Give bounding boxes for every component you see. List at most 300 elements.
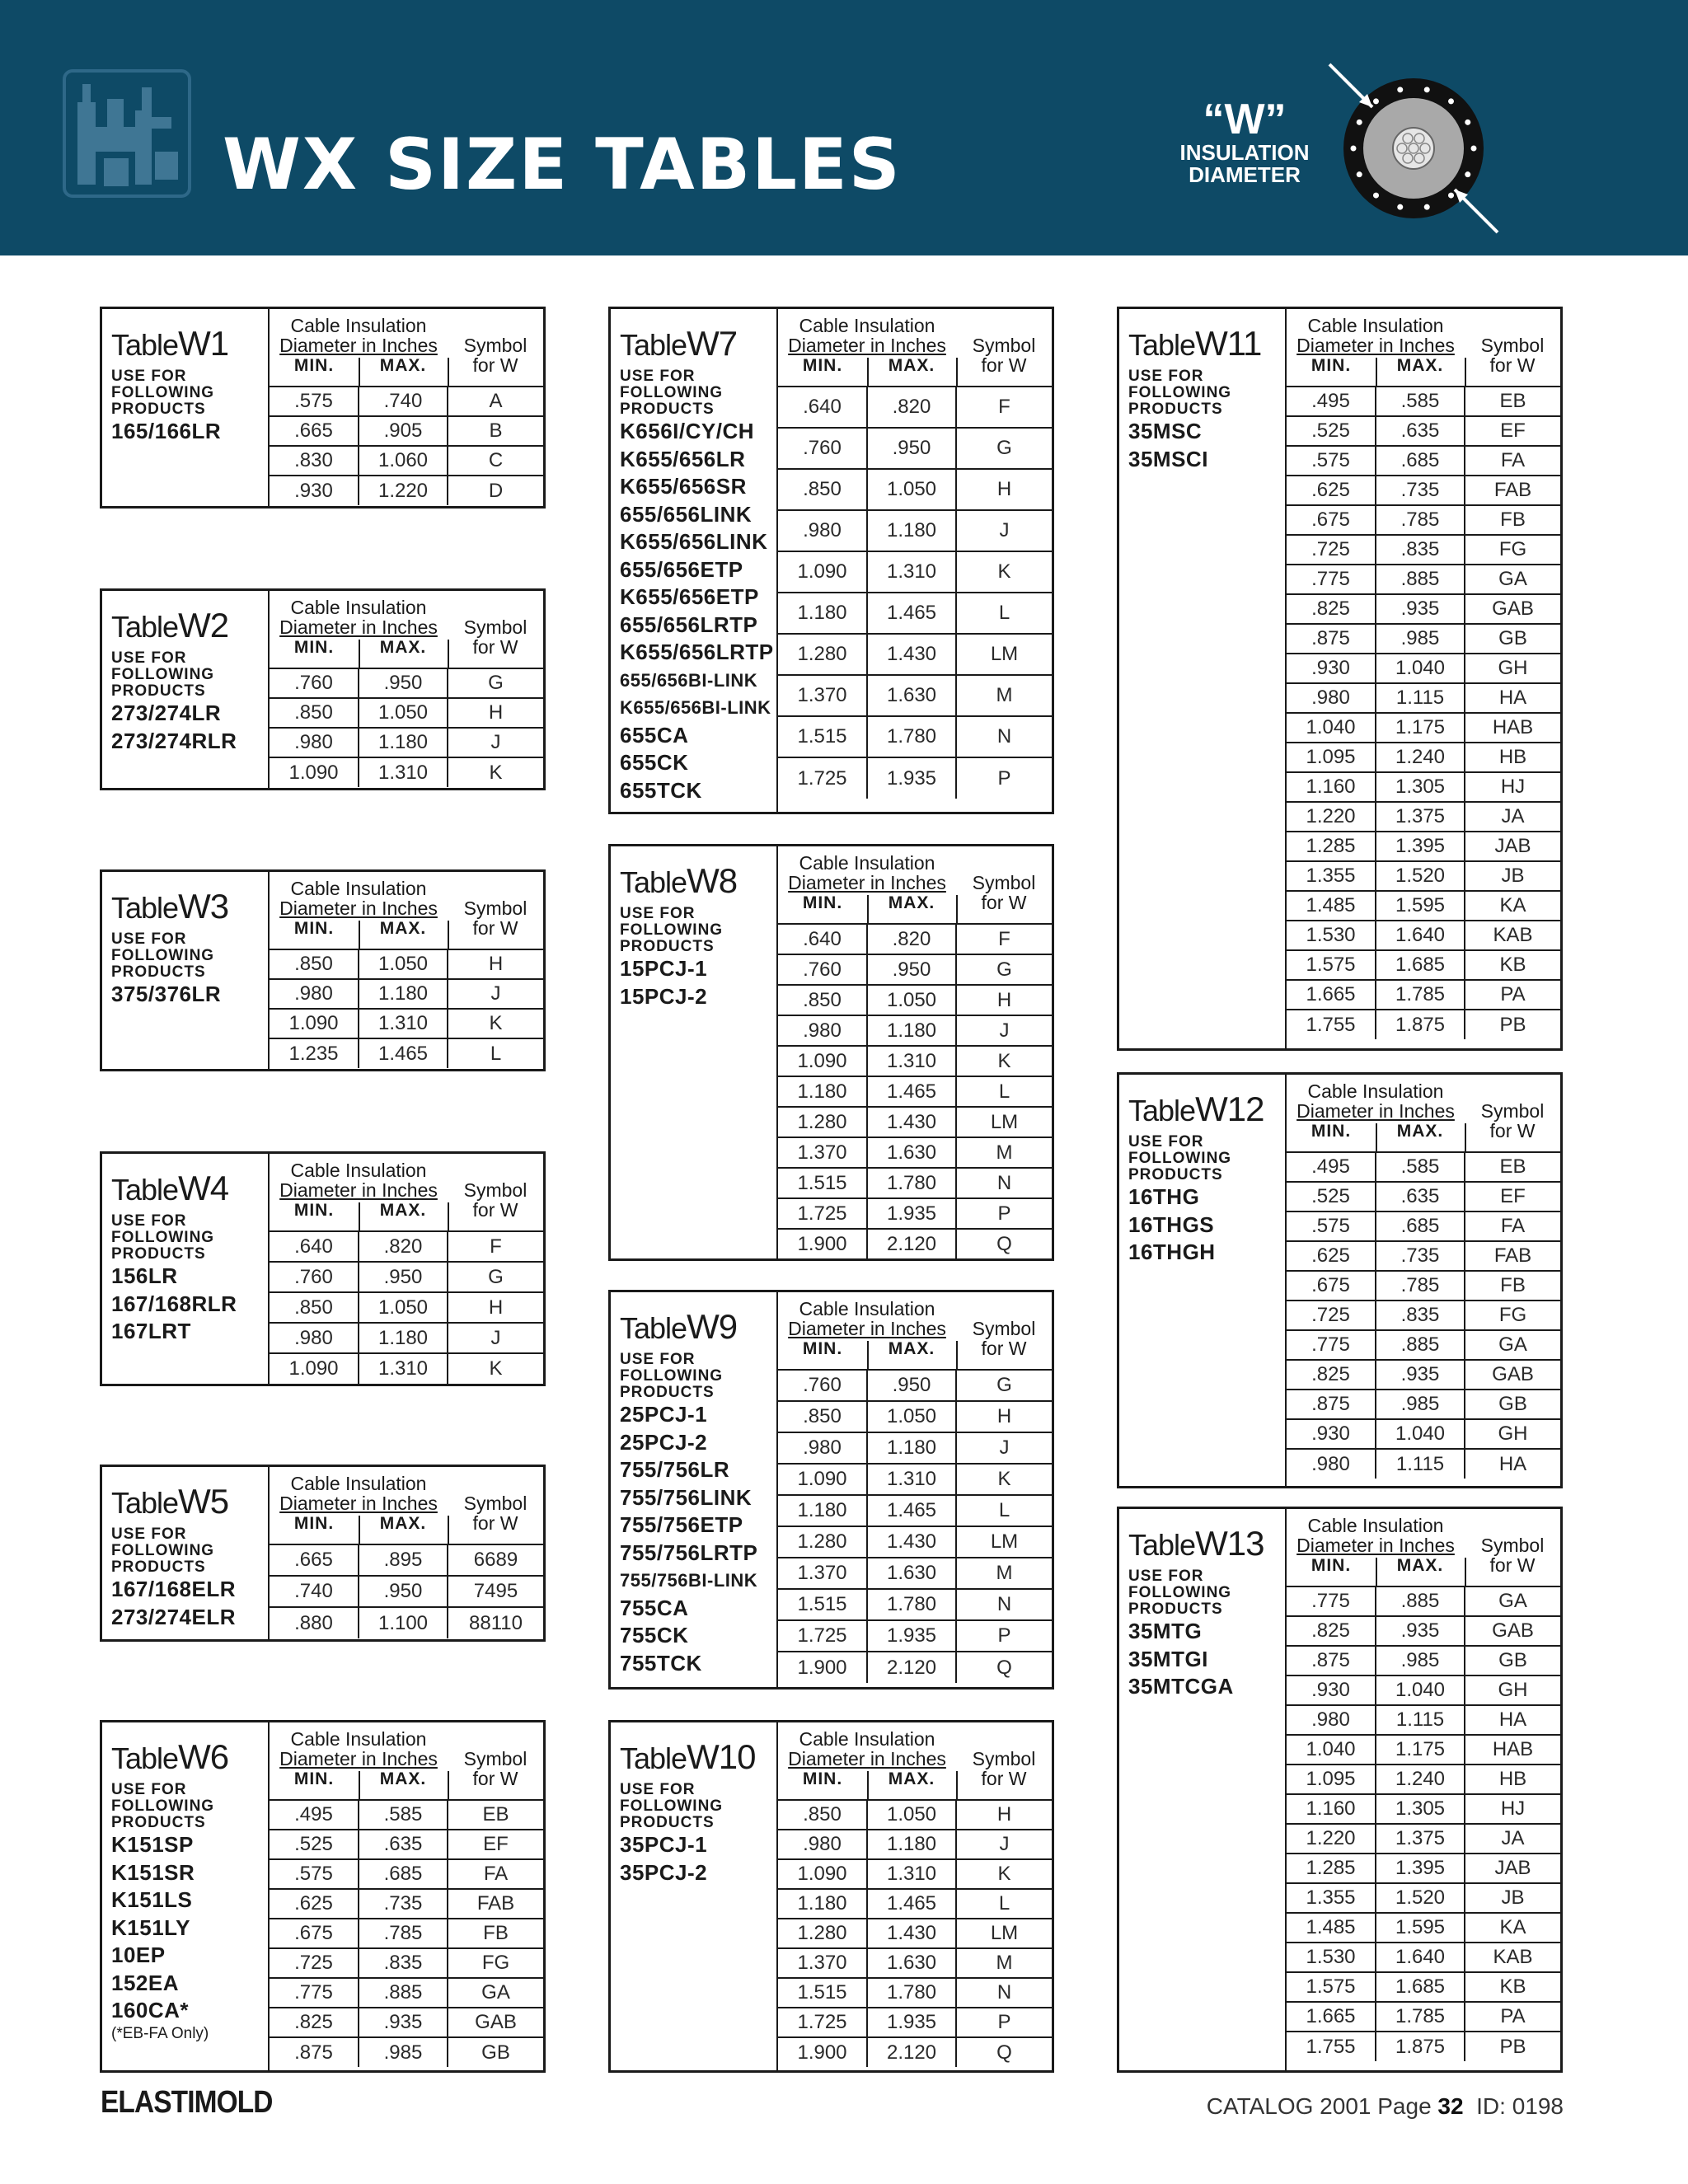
table-row <box>778 954 1052 985</box>
max-cell: .895 <box>359 1544 448 1576</box>
table-row <box>778 2037 1052 2067</box>
symbol-cell: M <box>956 1137 1052 1168</box>
header-max: MAX. <box>1396 1122 1444 1141</box>
table-row <box>1287 1419 1560 1449</box>
symbol-cell: FAB <box>1465 476 1560 505</box>
symbol-cell: JB <box>1465 861 1560 891</box>
header-max: MAX. <box>888 893 935 912</box>
footer-page-number: 32 <box>1437 2093 1464 2119</box>
max-cell: 1.050 <box>867 1401 956 1432</box>
table-row <box>778 1495 1052 1526</box>
header-max: MAX. <box>1396 356 1444 375</box>
min-cell: 1.235 <box>270 1038 359 1068</box>
symbol-cell: PA <box>1465 2002 1560 2032</box>
product-note: (*EB-FA Only) <box>111 2024 209 2042</box>
product-name: 25PCJ-1 <box>620 1402 708 1427</box>
product-name: 156LR <box>111 1263 178 1288</box>
symbol-cell: FA <box>1465 1212 1560 1241</box>
min-cell: .980 <box>778 510 867 551</box>
max-cell: 1.180 <box>867 1015 956 1046</box>
table-row <box>1287 1854 1560 1883</box>
header-cable-insulation: Cable Insulation Diameter in Inches <box>788 1298 946 1339</box>
table-row <box>778 1978 1052 2008</box>
max-cell: 1.595 <box>1376 1913 1465 1943</box>
header-divider <box>448 1771 449 1799</box>
min-cell: .760 <box>270 1262 359 1292</box>
size-table-w11 <box>1117 307 1563 1051</box>
max-cell: 1.305 <box>1376 1794 1465 1824</box>
symbol-cell: GAB <box>1465 594 1560 624</box>
symbol-cell: PB <box>1465 2032 1560 2061</box>
symbol-cell: HA <box>1465 1449 1560 1479</box>
header-cable-insulation: Cable Insulation Diameter in Inches <box>788 852 946 893</box>
table-row <box>270 1262 543 1292</box>
max-cell: 1.430 <box>867 1526 956 1558</box>
min-cell: .980 <box>270 1323 359 1353</box>
neutral-wire-dot <box>1357 120 1362 125</box>
min-cell: .495 <box>1287 387 1376 416</box>
neutral-wire-dot <box>1397 87 1403 92</box>
table-row <box>270 668 543 698</box>
min-cell: .930 <box>270 476 359 505</box>
max-cell: 1.780 <box>867 716 956 757</box>
table-name: TableW9 <box>620 1307 738 1346</box>
max-cell: .935 <box>1376 1360 1465 1390</box>
max-cell: 1.630 <box>867 1558 956 1589</box>
use-for-label: USE FOR FOLLOWING PRODUCTS <box>1128 368 1232 418</box>
neutral-wire-dot <box>1373 193 1379 199</box>
min-cell: .850 <box>778 469 867 510</box>
max-cell: .905 <box>359 416 448 446</box>
table-row <box>778 2008 1052 2037</box>
min-cell: .825 <box>1287 1616 1376 1646</box>
symbol-cell: FA <box>448 1859 543 1889</box>
min-cell: 1.280 <box>778 634 867 675</box>
min-cell: 1.515 <box>778 1978 867 2008</box>
table-row <box>1287 2002 1560 2032</box>
max-cell: 1.050 <box>867 985 956 1015</box>
size-table-w9 <box>608 1290 1054 1690</box>
min-cell: .725 <box>270 1948 359 1978</box>
min-cell: .930 <box>1287 1675 1376 1705</box>
min-cell: 1.575 <box>1287 1972 1376 2002</box>
table-row <box>778 1076 1052 1107</box>
max-cell: 1.935 <box>867 1620 956 1652</box>
product-name: 35PCJ-2 <box>620 1859 708 1885</box>
table-values-panel <box>1287 1509 1560 2070</box>
min-cell: 1.515 <box>778 716 867 757</box>
table-row <box>270 2008 543 2037</box>
min-cell: .930 <box>1287 1419 1376 1449</box>
table-row <box>778 1859 1052 1889</box>
header-min: MIN. <box>802 1769 843 1788</box>
product-name: 16THG <box>1128 1184 1200 1209</box>
max-cell: 1.180 <box>359 728 448 757</box>
size-rows <box>778 386 1052 799</box>
table-row <box>1287 1943 1560 1972</box>
table-row <box>778 1620 1052 1652</box>
min-cell: 1.755 <box>1287 2032 1376 2061</box>
symbol-cell: FAB <box>448 1889 543 1919</box>
max-cell: .735 <box>1376 476 1465 505</box>
symbol-cell: Q <box>956 1652 1052 1683</box>
table-row <box>270 1292 543 1323</box>
use-for-label: USE FOR FOLLOWING PRODUCTS <box>620 368 724 418</box>
min-cell: .675 <box>1287 505 1376 535</box>
table-values-panel <box>778 846 1052 1258</box>
header-max: MAX. <box>379 1769 427 1788</box>
symbol-cell: P <box>956 2008 1052 2037</box>
product-name: 35MTCGA <box>1128 1674 1234 1699</box>
min-cell: 1.725 <box>778 2008 867 2037</box>
table-row <box>1287 446 1560 476</box>
min-cell: 1.355 <box>1287 861 1376 891</box>
header-min: MIN. <box>802 1339 843 1358</box>
symbol-cell: HB <box>1465 743 1560 772</box>
min-cell: 1.515 <box>778 1589 867 1620</box>
symbol-cell: J <box>448 979 543 1009</box>
symbol-cell: L <box>448 1038 543 1068</box>
min-cell: .495 <box>270 1800 359 1830</box>
symbol-cell: GH <box>1465 654 1560 683</box>
min-cell: 1.370 <box>778 1137 867 1168</box>
max-cell: 1.050 <box>359 949 448 979</box>
symbol-cell: K <box>448 757 543 787</box>
min-cell: 1.090 <box>270 757 359 787</box>
product-name: 375/376LR <box>111 982 222 1006</box>
min-cell: .675 <box>1287 1271 1376 1301</box>
table-row <box>1287 2032 1560 2061</box>
header-cable-insulation: Cable Insulation Diameter in Inches <box>279 597 438 638</box>
header-divider <box>359 640 360 668</box>
max-cell: .835 <box>1376 535 1465 565</box>
symbol-cell: L <box>956 593 1052 634</box>
use-for-label: USE FOR FOLLOWING PRODUCTS <box>1128 1133 1232 1183</box>
use-for-label: USE FOR FOLLOWING PRODUCTS <box>111 1781 215 1831</box>
min-cell: 1.090 <box>270 1353 359 1384</box>
table-values-panel <box>1287 309 1560 1048</box>
min-cell: 1.355 <box>1287 1883 1376 1913</box>
max-cell: 2.120 <box>867 1229 956 1259</box>
header-symbol: Symbol for W <box>972 1318 1036 1359</box>
size-table-w8 <box>608 844 1054 1261</box>
product-name: K655/656LINK <box>620 529 768 554</box>
symbol-cell: PA <box>1465 980 1560 1010</box>
table-row <box>778 551 1052 593</box>
table-row <box>1287 416 1560 446</box>
min-cell: .725 <box>1287 535 1376 565</box>
max-cell: .785 <box>1376 505 1465 535</box>
min-cell: .760 <box>778 428 867 469</box>
max-cell: 1.395 <box>1376 832 1465 861</box>
table-row <box>270 1607 543 1638</box>
table-products-panel <box>102 1722 270 2070</box>
max-cell: .835 <box>359 1948 448 1978</box>
max-cell: 2.120 <box>867 1652 956 1683</box>
header-symbol: Symbol for W <box>1480 335 1545 376</box>
product-name: K655/656BI-LINK <box>620 697 771 718</box>
table-row <box>778 593 1052 634</box>
symbol-cell: FG <box>448 1948 543 1978</box>
table-row <box>778 1046 1052 1076</box>
table-name: TableW2 <box>111 606 229 644</box>
table-products-panel <box>1119 309 1287 1048</box>
max-cell: 1.375 <box>1376 802 1465 832</box>
header-min: MIN. <box>293 919 335 938</box>
symbol-cell: Q <box>956 2037 1052 2067</box>
min-cell: .575 <box>1287 446 1376 476</box>
symbol-cell: FB <box>448 1919 543 1948</box>
header-min: MIN. <box>293 638 335 657</box>
product-name: K656I/CY/CH <box>620 419 754 443</box>
symbol-cell: J <box>448 1323 543 1353</box>
header-divider <box>448 1202 449 1230</box>
table-row <box>270 1038 543 1068</box>
product-name: 15PCJ-1 <box>620 956 708 981</box>
header-divider <box>359 1771 360 1799</box>
header-max: MAX. <box>888 1339 935 1358</box>
min-cell: 1.665 <box>1287 980 1376 1010</box>
max-cell: .685 <box>1376 1212 1465 1241</box>
min-cell: .980 <box>270 728 359 757</box>
product-name: 35PCJ-1 <box>620 1832 708 1857</box>
table-row <box>270 476 543 505</box>
min-cell: 1.370 <box>778 675 867 716</box>
header-symbol: Symbol for W <box>972 1748 1036 1789</box>
size-table-w10 <box>608 1720 1054 2073</box>
symbol-cell: M <box>956 1558 1052 1589</box>
max-cell: .950 <box>359 668 448 698</box>
symbol-cell: K <box>956 1464 1052 1495</box>
max-cell: 1.595 <box>1376 891 1465 921</box>
max-cell: 1.310 <box>867 1859 956 1889</box>
table-row <box>778 1107 1052 1137</box>
symbol-cell: H <box>448 949 543 979</box>
symbol-cell: D <box>448 476 543 505</box>
table-row <box>1287 1152 1560 1182</box>
max-cell: 1.465 <box>867 1495 956 1526</box>
table-row <box>778 1168 1052 1198</box>
max-cell: 1.685 <box>1376 950 1465 980</box>
min-cell: .980 <box>778 1830 867 1859</box>
neutral-wire-dot <box>1424 204 1430 210</box>
size-rows <box>778 1369 1052 1683</box>
symbol-cell: JB <box>1465 1883 1560 1913</box>
product-name: 755TCK <box>620 1650 702 1675</box>
symbol-cell: KB <box>1465 1972 1560 2002</box>
table-values-panel <box>1287 1075 1560 1486</box>
symbol-cell: P <box>956 1620 1052 1652</box>
table-row <box>1287 1616 1560 1646</box>
min-cell: 1.090 <box>778 551 867 593</box>
header-divider <box>867 1771 869 1799</box>
table-row <box>1287 1972 1560 2002</box>
min-cell: 1.220 <box>1287 1824 1376 1854</box>
max-cell: 1.395 <box>1376 1854 1465 1883</box>
min-cell: .875 <box>1287 624 1376 654</box>
product-name: K151LY <box>111 1915 190 1940</box>
symbol-cell: FB <box>1465 505 1560 535</box>
neutral-wire-dot <box>1373 98 1379 104</box>
header-divider <box>867 1341 869 1369</box>
header-divider <box>448 921 449 949</box>
header-divider <box>448 358 449 386</box>
max-cell: 1.220 <box>359 476 448 505</box>
header-divider <box>956 895 958 923</box>
max-cell: 1.430 <box>867 634 956 675</box>
min-cell: .875 <box>1287 1646 1376 1675</box>
table-row <box>1287 772 1560 802</box>
max-cell: 1.465 <box>867 593 956 634</box>
neutral-wire-dot <box>1424 87 1430 92</box>
product-name: 167/168ELR <box>111 1577 236 1601</box>
max-cell: 1.780 <box>867 1978 956 2008</box>
symbol-cell: J <box>956 1015 1052 1046</box>
product-name: 755/756LR <box>620 1457 730 1482</box>
min-cell: .525 <box>270 1830 359 1859</box>
table-row <box>778 1137 1052 1168</box>
symbol-cell: P <box>956 757 1052 799</box>
table-products-panel <box>611 846 778 1258</box>
table-row <box>270 446 543 476</box>
header-min: MIN. <box>293 356 335 375</box>
neutral-wire-dot <box>1465 171 1470 177</box>
max-cell: .950 <box>867 1370 956 1401</box>
w-caption-line1: INSULATION <box>1179 140 1310 165</box>
max-cell: .985 <box>1376 1390 1465 1419</box>
max-cell: 1.875 <box>1376 1010 1465 1039</box>
symbol-cell: GA <box>1465 565 1560 594</box>
min-cell: .980 <box>1287 1449 1376 1479</box>
max-cell: .685 <box>1376 446 1465 476</box>
table-products-panel <box>611 1292 778 1687</box>
symbol-cell: KA <box>1465 891 1560 921</box>
min-cell: .740 <box>270 1576 359 1607</box>
table-name: TableW3 <box>111 887 229 926</box>
table-row <box>778 985 1052 1015</box>
max-cell: 1.050 <box>867 469 956 510</box>
w-diagram-caption <box>1162 97 1327 186</box>
size-table-w5 <box>100 1465 546 1642</box>
max-cell: .985 <box>1376 1646 1465 1675</box>
min-cell: 1.530 <box>1287 921 1376 950</box>
min-cell: .640 <box>270 1231 359 1262</box>
min-cell: .625 <box>270 1889 359 1919</box>
min-cell: 1.900 <box>778 1229 867 1259</box>
symbol-cell: A <box>448 387 543 416</box>
max-cell: 1.180 <box>359 1323 448 1353</box>
header-symbol: Symbol for W <box>1480 1100 1545 1141</box>
min-cell: 1.040 <box>1287 1735 1376 1765</box>
max-cell: .685 <box>359 1859 448 1889</box>
min-cell: 1.370 <box>778 1948 867 1978</box>
symbol-cell: FG <box>1465 535 1560 565</box>
product-name: 35MTG <box>1128 1619 1203 1643</box>
use-for-label: USE FOR FOLLOWING PRODUCTS <box>111 930 215 981</box>
table-products-panel <box>102 309 270 506</box>
table-row <box>778 1464 1052 1495</box>
min-cell: .930 <box>1287 654 1376 683</box>
max-cell: 1.240 <box>1376 743 1465 772</box>
table-row <box>1287 476 1560 505</box>
table-name: TableW1 <box>111 324 229 363</box>
table-row <box>270 1948 543 1978</box>
min-cell: .625 <box>1287 1241 1376 1271</box>
use-for-label: USE FOR FOLLOWING PRODUCTS <box>620 905 724 955</box>
use-for-label: USE FOR FOLLOWING PRODUCTS <box>1128 1568 1232 1618</box>
max-cell: 1.630 <box>867 1948 956 1978</box>
table-row <box>270 728 543 757</box>
header-min: MIN. <box>1311 1556 1352 1575</box>
table-row <box>270 1978 543 2008</box>
min-cell: 1.180 <box>778 593 867 634</box>
min-cell: 1.900 <box>778 1652 867 1683</box>
product-name: 655/656ETP <box>620 556 743 582</box>
table-row <box>270 2037 543 2067</box>
header-symbol: Symbol for W <box>463 1748 528 1789</box>
min-cell: .760 <box>778 1370 867 1401</box>
product-name: 755CA <box>620 1595 689 1620</box>
product-name: K151SR <box>111 1859 195 1885</box>
symbol-cell: GB <box>1465 1646 1560 1675</box>
min-cell: 1.180 <box>778 1495 867 1526</box>
symbol-cell: GB <box>1465 1390 1560 1419</box>
product-name: K151LS <box>111 1887 193 1912</box>
product-name: 755CK <box>620 1623 689 1647</box>
size-rows <box>270 668 543 787</box>
min-cell: 1.180 <box>778 1889 867 1919</box>
max-cell: 1.180 <box>867 1830 956 1859</box>
table-row <box>1287 891 1560 921</box>
symbol-cell: HAB <box>1465 1735 1560 1765</box>
table-row <box>778 1015 1052 1046</box>
max-cell: .735 <box>359 1889 448 1919</box>
max-cell: 1.115 <box>1376 1449 1465 1479</box>
min-cell: .625 <box>1287 476 1376 505</box>
min-cell: .875 <box>1287 1390 1376 1419</box>
product-name: 152EA <box>111 1970 179 1995</box>
header-symbol: Symbol for W <box>972 872 1036 913</box>
symbol-cell: G <box>956 428 1052 469</box>
table-row <box>270 1231 543 1262</box>
table-row <box>778 510 1052 551</box>
symbol-cell: Q <box>956 1229 1052 1259</box>
product-name: K655/656SR <box>620 474 747 499</box>
size-rows <box>270 1799 543 2067</box>
table-row <box>1287 980 1560 1010</box>
max-cell: 1.100 <box>359 1607 448 1638</box>
table-row <box>270 416 543 446</box>
min-cell: 1.485 <box>1287 891 1376 921</box>
symbol-cell: PB <box>1465 1010 1560 1039</box>
max-cell: .585 <box>359 1800 448 1830</box>
table-row <box>1287 1735 1560 1765</box>
symbol-cell: 7495 <box>448 1576 543 1607</box>
table-row <box>778 1558 1052 1589</box>
symbol-cell: G <box>448 668 543 698</box>
symbol-cell: EB <box>1465 387 1560 416</box>
min-cell: .575 <box>1287 1212 1376 1241</box>
header-cable-insulation: Cable Insulation Diameter in Inches <box>279 878 438 919</box>
symbol-cell: M <box>956 1948 1052 1978</box>
min-cell: .850 <box>778 1800 867 1830</box>
header-divider <box>1376 1123 1377 1151</box>
min-cell: 1.280 <box>778 1919 867 1948</box>
max-cell: .735 <box>1376 1241 1465 1271</box>
min-cell: 1.095 <box>1287 1765 1376 1794</box>
max-cell: .635 <box>1376 416 1465 446</box>
max-cell: 1.640 <box>1376 921 1465 950</box>
